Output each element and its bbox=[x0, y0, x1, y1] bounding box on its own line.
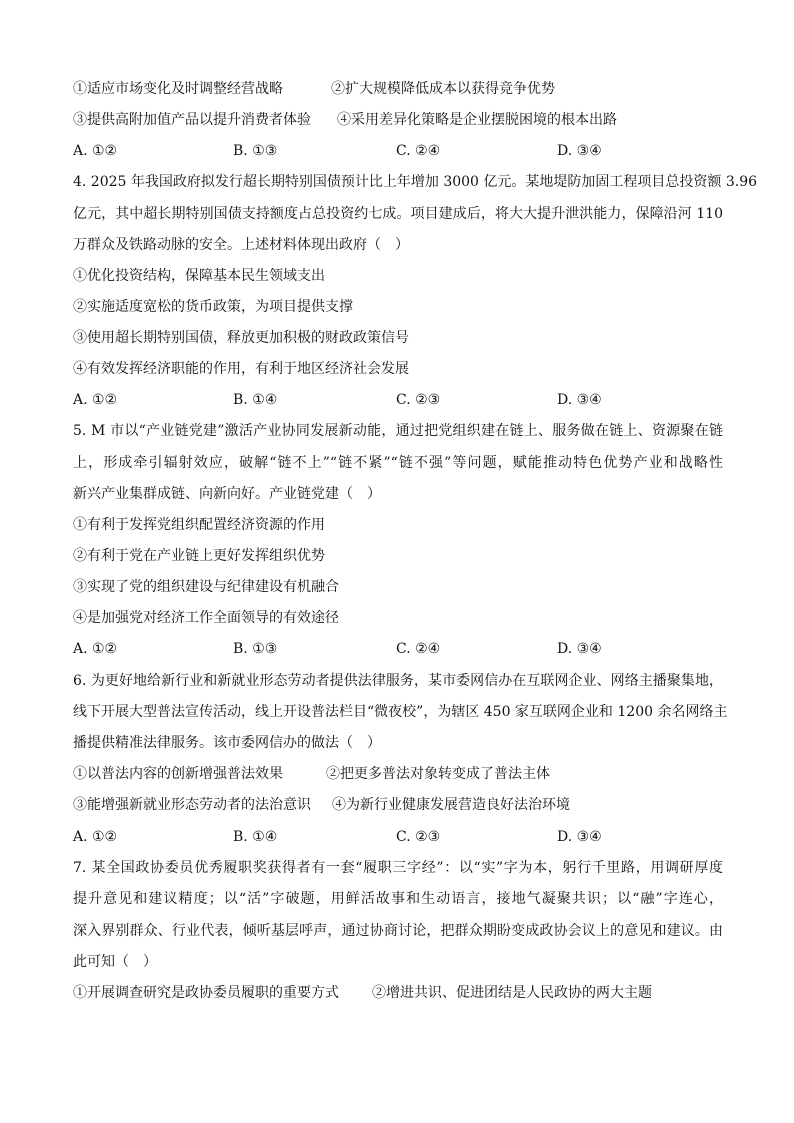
statement: ③使用超长期特别国债，释放更加积极的财政政策信号 bbox=[73, 330, 409, 346]
statement: ②实施适度宽松的货币政策，为项目提供支撑 bbox=[73, 299, 353, 315]
statement: ③实现了党的组织建设与纪律建设有机融合 bbox=[73, 579, 339, 595]
option-d: D. ③④ bbox=[557, 829, 602, 845]
question-6-stem-line: 线下开展大型普法宣传活动，线上开设普法栏目“微夜校”，为辖区 450 家互联网企业和 1200 余名网络主 bbox=[73, 704, 728, 720]
option-c: C. ②③ bbox=[396, 392, 441, 408]
statement: ③提供高附加值产品以提升消费者体验 bbox=[73, 112, 311, 128]
statement: ①适应市场变化及时调整经营战略 bbox=[73, 81, 283, 97]
question-7-stem-line: 提升意见和建议精度；以“活”字破题，用鲜活故事和生动语言，接地气凝聚共识；以“融”字连心， bbox=[73, 891, 723, 907]
question-7-stem-line: 此可知（ ） bbox=[73, 954, 157, 970]
option-a: A. ①② bbox=[73, 143, 118, 159]
question-6-stem-line: 播提供精准法律服务。该市委网信办的做法（ ） bbox=[73, 735, 381, 751]
option-b: B. ①③ bbox=[233, 143, 278, 159]
option-c: C. ②④ bbox=[396, 143, 441, 159]
option-d: D. ③④ bbox=[557, 392, 602, 408]
question-5-stem-line: 上，形成牵引辐射效应，破解“链不上”“链不紧”“链不强”等问题，赋能推动特色优势产业和战略性 bbox=[73, 455, 723, 471]
statement: ①以普法内容的创新增强普法效果 bbox=[73, 766, 283, 782]
option-d: D. ③④ bbox=[557, 143, 602, 159]
question-4-stem-line: 4. 2025 年我国政府拟发行超长期特别国债预计比上年增加 3000 亿元。某地堤防加固工程项目总投资额 3.96 bbox=[73, 174, 758, 190]
option-a: A. ①② bbox=[73, 641, 118, 657]
question-4-stem-line: 亿元，其中超长期特别国债支持额度占总投资约七成。项目建成后，将大大提升泄洪能力，保障沿河 110 bbox=[73, 206, 723, 222]
statement: ②有利于党在产业链上更好发挥组织优势 bbox=[73, 548, 325, 564]
question-7-stem-line: 7. 某全国政协委员优秀履职奖获得者有一套“履职三字经”：以“实”字为本，躬行千里路，用调研厚度 bbox=[73, 860, 723, 876]
statement: ④为新行业健康发展营造良好法治环境 bbox=[332, 797, 570, 813]
statement: ④是加强党对经济工作全面领导的有效途径 bbox=[73, 610, 339, 626]
statement: ②扩大规模降低成本以获得竞争优势 bbox=[331, 81, 555, 97]
question-5-stem-line: 5. M 市以“产业链党建”激活产业协同发展新动能，通过把党组织建在链上、服务做在链上、资源聚在链 bbox=[73, 423, 723, 439]
question-4-stem-line: 万群众及铁路动脉的安全。上述材料体现出政府（ ） bbox=[73, 237, 409, 253]
statement: ①开展调查研究是政协委员履职的重要方式 bbox=[73, 985, 339, 1001]
question-7-stem-line: 深入界别群众、行业代表，倾听基层呼声，通过协商讨论，把群众期盼变成政协会议上的意见和建议。由 bbox=[73, 923, 723, 939]
statement: ④有效发挥经济职能的作用，有利于地区经济社会发展 bbox=[73, 361, 409, 377]
option-c: C. ②③ bbox=[396, 829, 441, 845]
option-b: B. ①④ bbox=[233, 829, 278, 845]
option-c: C. ②④ bbox=[396, 641, 441, 657]
statement: ③能增强新就业形态劳动者的法治意识 bbox=[73, 797, 311, 813]
question-5-stem-line: 新兴产业集群成链、向新向好。产业链党建（ ） bbox=[73, 486, 381, 502]
option-b: B. ①③ bbox=[233, 641, 278, 657]
option-a: A. ①② bbox=[73, 392, 118, 408]
statement: ②把更多普法对象转变成了普法主体 bbox=[326, 766, 550, 782]
statement: ②增进共识、促进团结是人民政协的两大主题 bbox=[372, 985, 652, 1001]
statement: ①有利于发挥党组织配置经济资源的作用 bbox=[73, 517, 325, 533]
statement: ④采用差异化策略是企业摆脱困境的根本出路 bbox=[337, 112, 617, 128]
question-6-stem-line: 6. 为更好地给新行业和新就业形态劳动者提供法律服务，某市委网信办在互联网企业、网络主播聚集地， bbox=[73, 673, 723, 689]
option-b: B. ①④ bbox=[233, 392, 278, 408]
option-d: D. ③④ bbox=[557, 641, 602, 657]
statement: ①优化投资结构，保障基本民生领域支出 bbox=[73, 268, 325, 284]
option-a: A. ①② bbox=[73, 829, 118, 845]
